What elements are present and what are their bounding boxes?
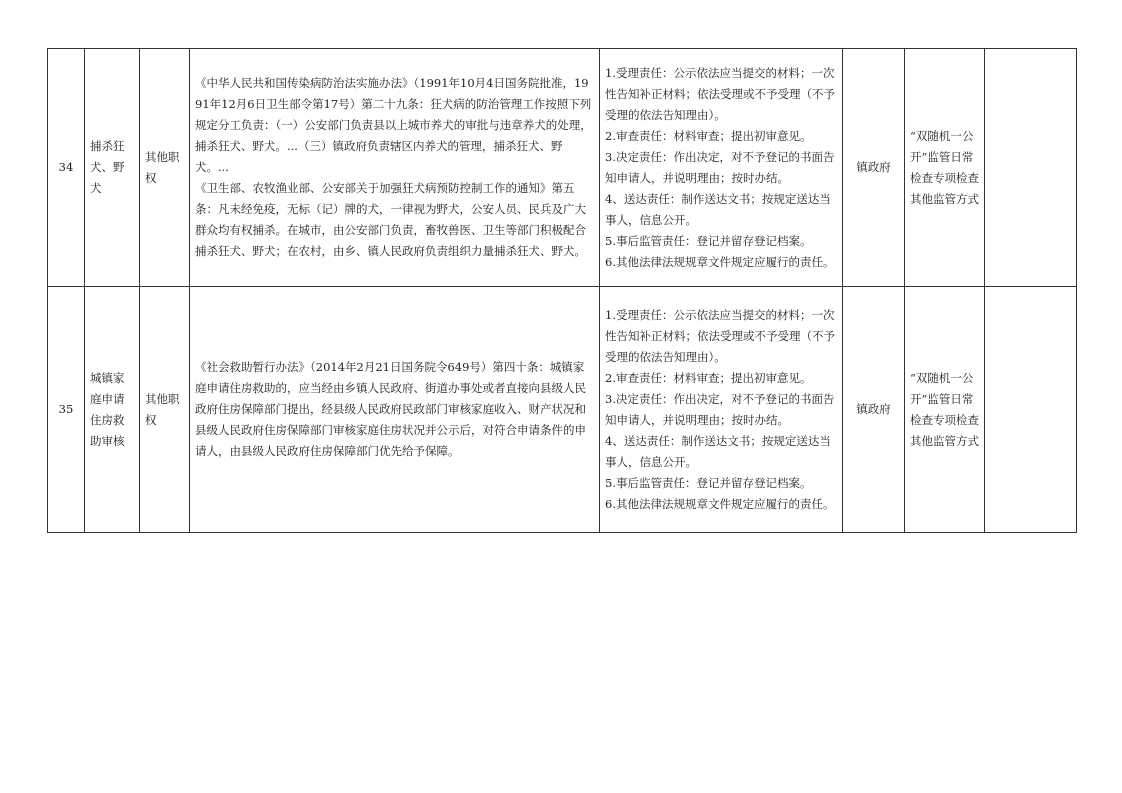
legal-basis <box>190 49 600 287</box>
power-name: 城镇家庭申请住房救助审核 <box>85 287 140 533</box>
power-type: 其他职权 <box>140 287 190 533</box>
responsibility-item: 5.事后监管责任：登记并留存登记档案。 <box>605 475 812 490</box>
responsibility-item: 3.决定责任：作出决定，对不予登记的书面告知申请人，并说明理由；按时办结。 <box>605 149 835 185</box>
responsibility-item: 2.审查责任：材料审查；提出初审意见。 <box>605 128 812 143</box>
legal-basis-paragraph: 《中华人民共和国传染病防治法实施办法》（1991年10月4日国务院批准，1991年12月6日卫生部令第17号）第二十九条：狂犬病的防治管理工作按照下列规定分工负责：（一）公安部门负责县以上城市养犬的审批与违章养犬的处理，捕杀狂犬、野犬。...（三）镇政府负责辖区内养犬的管理，捕杀狂犬、野犬。... <box>195 76 592 174</box>
responsibility-item: 1.受理责任：公示依法应当提交的材料；一次性告知补正材料；依法受理或不予受理（不予受理的依法告知理由）。 <box>605 65 835 122</box>
table-row <box>48 287 1077 533</box>
responsibility-list <box>600 49 843 287</box>
responsible-department: 镇政府 <box>843 49 905 287</box>
responsibility-list <box>600 287 843 533</box>
supervision-method: “双随机一公开”监管日常检查专项检查其他监管方式 <box>905 49 985 287</box>
legal-basis-paragraph: 《卫生部、农牧渔业部、公安部关于加强狂犬病预防控制工作的通知》第五条：凡未经免疫，无标（记）牌的犬，一律视为野犬，公安人员、民兵及广大群众均有权捕杀。在城市，由公安部门负责，畜牧兽医、卫生等部门积极配合捕杀狂犬、野犬；在农村，由乡、镇人民政府负责组织力量捕杀狂犬、野犬。 <box>195 181 586 258</box>
responsibility-item: 6.其他法律法规规章文件规定应履行的责任。 <box>605 254 835 269</box>
responsibility-item: 3.决定责任：作出决定，对不予登记的书面告知申请人，并说明理由；按时办结。 <box>605 391 835 427</box>
responsibility-item: 5.事后监管责任：登记并留存登记档案。 <box>605 233 812 248</box>
legal-basis-paragraph: 《社会救助暂行办法》（2014年2月21日国务院令649号）第四十条：城镇家庭申请住房救助的，应当经由乡镇人民政府、街道办事处或者直接向县级人民政府住房保障部门提出，经县级人民政府民政部门审核家庭收入、财产状况和县级人民政府住房保障部门审核家庭住房状况并公示后，对符合申请条件的申请人，由县级人民政府住房保障部门优先给予保障。 <box>195 360 586 458</box>
row-number: 34 <box>48 49 85 287</box>
responsible-department: 镇政府 <box>843 287 905 533</box>
responsibility-item: 4、送达责任：制作送达文书；按规定送达当事人，信息公开。 <box>605 433 831 469</box>
table-row <box>48 49 1077 287</box>
power-name: 捕杀狂犬、野犬 <box>85 49 140 287</box>
responsibility-item: 6.其他法律法规规章文件规定应履行的责任。 <box>605 496 835 511</box>
power-type: 其他职权 <box>140 49 190 287</box>
responsibility-item: 4、送达责任：制作送达文书；按规定送达当事人，信息公开。 <box>605 191 831 227</box>
remark-cell <box>985 49 1077 287</box>
power-list-table <box>47 48 1077 533</box>
remark-cell <box>985 287 1077 533</box>
responsibility-item: 1.受理责任：公示依法应当提交的材料；一次性告知补正材料；依法受理或不予受理（不予受理的依法告知理由）。 <box>605 307 835 364</box>
supervision-method: “双随机一公开”监管日常检查专项检查其他监管方式 <box>905 287 985 533</box>
row-number: 35 <box>48 287 85 533</box>
legal-basis <box>190 287 600 533</box>
responsibility-item: 2.审查责任：材料审查；提出初审意见。 <box>605 370 812 385</box>
